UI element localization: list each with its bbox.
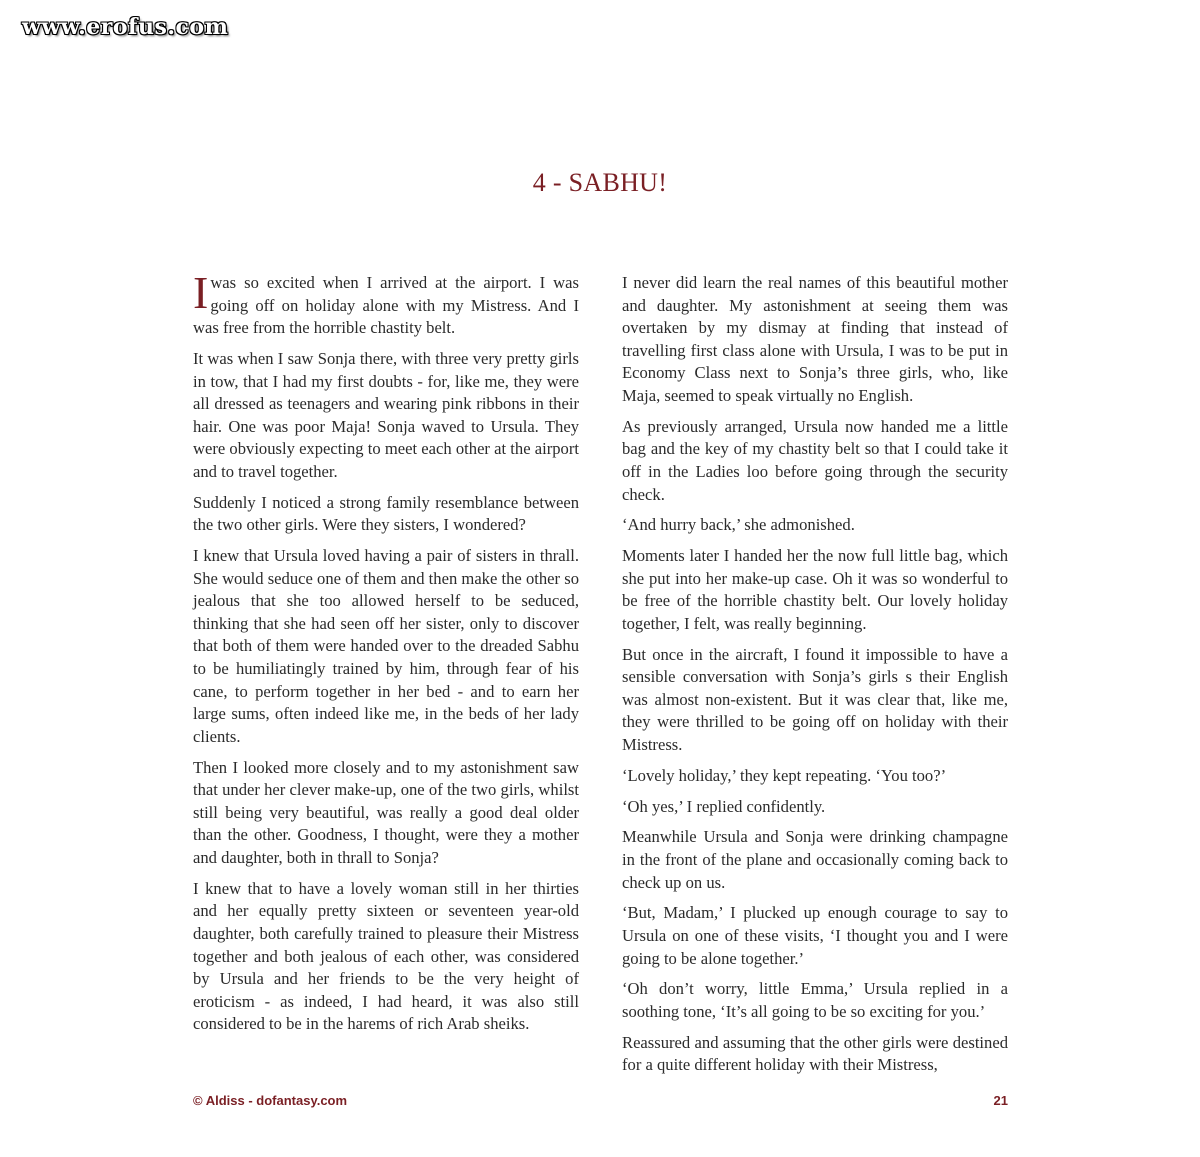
page-number: 21 [993,1093,1008,1108]
paragraph: ‘Oh don’t worry, little Emma,’ Ursula replied in a soothing tone, ‘It’s all going to be so exciting for you.’ [622,979,1008,1021]
paragraph: I never did learn the real names of this beautiful mother and daughter. My astonishment at seeing them was overtaken by my dismay at finding that instead of travelling first class alone with Ursula, I was to be put in Economy Class next to Sonja’s three girls, who, like Maja, seemed to speak virtually no English. [622,273,1008,405]
paragraph: ‘And hurry back,’ she admonished. [622,515,855,535]
watermark: www.erofus.com [22,14,229,40]
paragraph: ‘Lovely holiday,’ they kept repeating. ‘You too?’ [622,765,947,785]
paragraph: Meanwhile Ursula and Sonja were drinking champagne in the front of the plane and occasionally coming back to check up on us. [622,827,1008,892]
paragraph [193,267,579,340]
paragraph: Then I looked more closely and to my astonishment saw that under her clever make-up, one of the two girls, whilst still being very beautiful, was really a good deal older than the other. Goodness, I thought, were they a mother and daughter, both in thrall to Sonja? [193,757,579,867]
paragraph: As previously arranged, Ursula now handed me a little bag and the key of my chastity belt so that I could take it off in the Ladies loo before going through the security check. [622,416,1008,504]
footer-copyright: © Aldiss - dofantasy.com [193,1093,348,1108]
paragraph: But once in the aircraft, I found it impossible to have a sensible conversation with Sonja’s girls s their English was almost non-existent. But it was clear that, like me, they were thrilled to be going off on holiday with their Mistress. [622,644,1008,755]
paragraph: Reassured and assuming that the other girls were destined for a quite different holiday with their Mistress, [622,1032,1008,1075]
paragraph: I knew that to have a lovely woman still in her thirties and her equally pretty sixteen or seventeen year-old daughter, both carefully trained to pleasure their Mistress together and both jealous of each other, was considered by Ursula and her friends to be the very height of eroticism - as indeed, I had heard, it was also still considered to be in the harems of rich Arab sheiks. [193,878,579,1034]
paragraph: ‘Oh yes,’ I replied confidently. [622,796,826,816]
chapter-title: 4 - SABHU! [532,168,668,197]
paragraph: It was when I saw Sonja there, with three very pretty girls in tow, that I had my first doubts - for, like me, they were all dressed as teenagers and wearing pink ribbons in their hair. One was poor Maja! Sonja waved to Ursula. They were obviously expecting to meet each other at the airport and to travel together. [193,348,579,481]
left-column [193,267,579,1044]
paragraph: Moments later I handed her the now full little bag, which she put into her make-up case. Oh it was so wonderful to be free of the horrible chastity belt. Our lovely holiday together, I felt, was really beginning. [622,546,1008,633]
right-column [622,272,1008,1085]
paragraph-text: was so excited when I arrived at the airport. I was going off on holiday alone with my Mistress. And I was free from the horrible chastity belt. [193,273,579,338]
drop-cap: I [193,267,209,318]
paragraph: I knew that Ursula loved having a pair of sisters in thrall. She would seduce one of them and then make the other so jealous that she too allowed herself to be seduced, thinking that she had seen off her sister, only to discover that both of them were handed over to the dreaded Sabhu to be humiliatingly trained by him, through fear of his cane, to perform together in her bed - and to earn her large sums, often indeed like me, in the beds of her lady clients. [193,546,579,746]
paragraph: Suddenly I noticed a strong family resemblance between the two other girls. Were they sisters, I wondered? [193,492,579,535]
paragraph: ‘But, Madam,’ I plucked up enough courage to say to Ursula on one of these visits, ‘I thought you and I were going to be alone together.’ [622,903,1008,968]
